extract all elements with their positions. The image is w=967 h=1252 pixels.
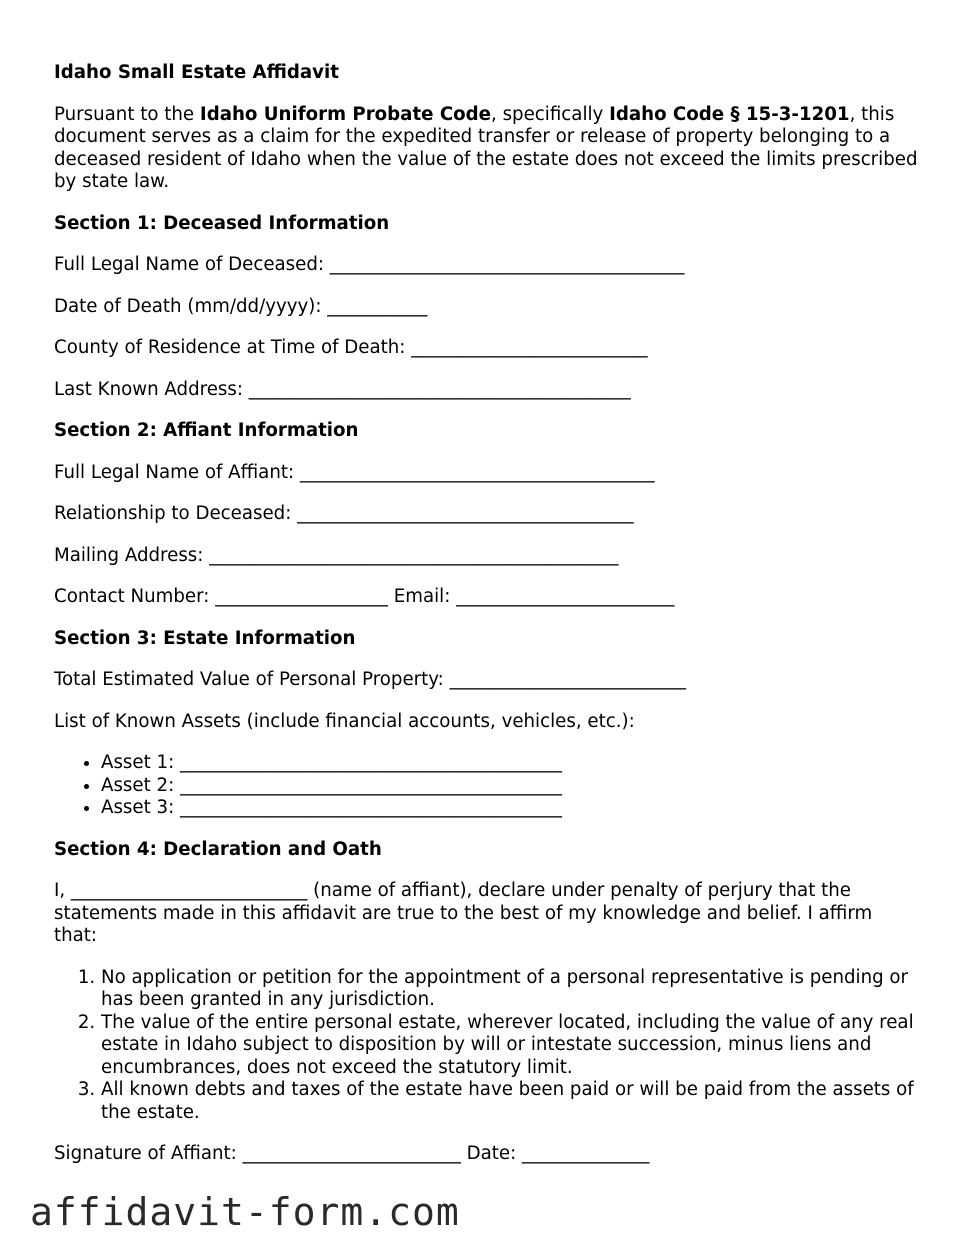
county-of-residence-field: County of Residence at Time of Death: __________________________ xyxy=(54,337,648,358)
affidavit-document xyxy=(54,62,920,1185)
relationship-field: Relationship to Deceased: _____________________________________ xyxy=(54,503,634,524)
asset-item: • Asset 1: __________________________________________ xyxy=(101,752,920,775)
intro-text-part2: , specifically xyxy=(491,103,610,125)
assets-list xyxy=(54,752,920,820)
assets-intro: List of Known Assets (include financial accounts, vehicles, etc.): xyxy=(54,710,635,732)
intro-text-part1: Pursuant to the xyxy=(54,103,200,125)
intro-paragraph xyxy=(54,104,920,194)
total-value-field: Total Estimated Value of Personal Property: __________________________ xyxy=(54,669,687,690)
intro-text-part3: , this document serves as a claim for the expedited transfer or release of property belonging to a deceased resident of Idaho when the value of the estate does not exceed the limits prescribed by state law. xyxy=(54,103,918,192)
watermark-text: affidavit-form.com xyxy=(30,1190,460,1234)
affiant-full-name-field: Full Legal Name of Affiant: _______________________________________ xyxy=(54,461,655,483)
declarations-list xyxy=(54,967,920,1125)
contact-email-field: Contact Number: ___________________ Email: ________________________ xyxy=(54,586,675,607)
section4-heading: Section 4: Declaration and Oath xyxy=(54,838,382,860)
section1-heading: Section 1: Deceased Information xyxy=(54,212,390,234)
declaration-item: 2. The value of the entire personal estate, wherever located, including the value of any real estate in Idaho subject to disposition by will or intestate succession, minus liens and encumbrances, does not exceed the statutory limit. xyxy=(101,1012,920,1080)
document-title: Idaho Small Estate Affidavit xyxy=(54,62,339,83)
asset-item: • Asset 2: __________________________________________ xyxy=(101,775,920,798)
declaration-item: 3. All known debts and taxes of the estate have been paid or will be paid from the assets of the estate. xyxy=(101,1079,920,1124)
mailing-address-field: Mailing Address: _____________________________________________ xyxy=(54,544,619,566)
section3-heading: Section 3: Estate Information xyxy=(54,627,356,649)
signature-date-field: Signature of Affiant: ________________________ Date: ______________ xyxy=(54,1143,650,1164)
date-of-death-field: Date of Death (mm/dd/yyyy): ___________ xyxy=(54,295,428,317)
declaration-paragraph: I, __________________________ (name of affiant), declare under penalty of perjury that the statements made in this affidavit are true to the best of my knowledge and belief. I affirm that: xyxy=(54,880,873,946)
declaration-item: 1. No application or petition for the appointment of a personal representative is pending or has been granted in any jurisdiction. xyxy=(101,967,920,1012)
section2-heading: Section 2: Affiant Information xyxy=(54,420,359,441)
deceased-full-name-field: Full Legal Name of Deceased: _______________________________________ xyxy=(54,254,685,275)
intro-code-section: Idaho Code § 15-3-1201 xyxy=(609,103,850,125)
intro-code-name: Idaho Uniform Probate Code xyxy=(199,103,492,125)
last-known-address-field: Last Known Address: __________________________________________ xyxy=(54,378,631,400)
asset-item: • Asset 3: __________________________________________ xyxy=(101,797,920,820)
